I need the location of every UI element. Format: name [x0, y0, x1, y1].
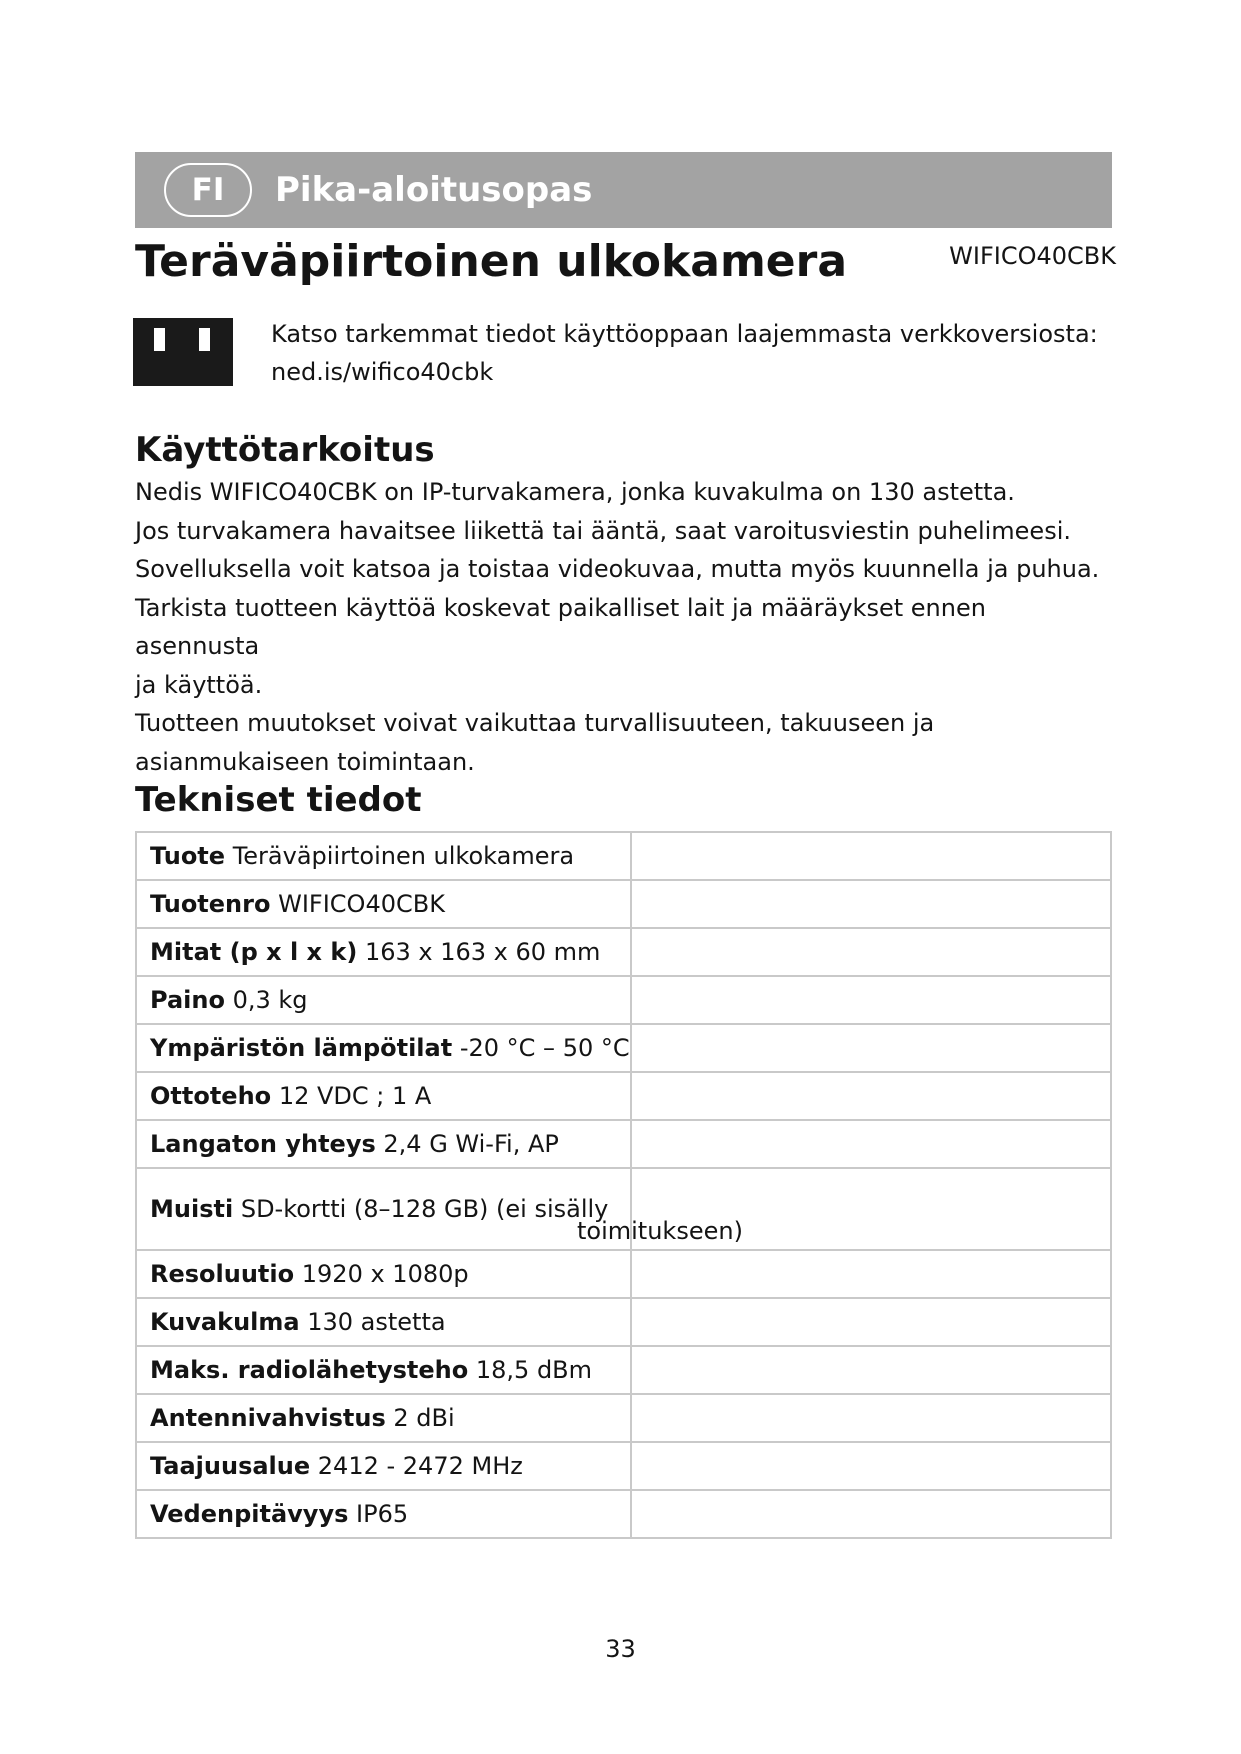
spec-cell — [136, 1120, 631, 1168]
spec-cell — [136, 1024, 631, 1072]
spec-value: 12 VDC ; 1 A — [278, 1082, 432, 1110]
purpose-line: Sovelluksella voit katsoa ja toistaa videokuvaa, mutta myös kuunnella ja puhua. — [135, 555, 1100, 583]
spec-cell — [136, 1346, 631, 1394]
table-row — [136, 1120, 1111, 1168]
spec-empty-cell — [631, 928, 1111, 976]
spec-label: Ottoteho — [150, 1082, 272, 1110]
specs-table — [135, 831, 1112, 1539]
table-row — [136, 1168, 1111, 1250]
spec-value: 130 astetta — [307, 1308, 446, 1336]
spec-value: WIFICO40CBK — [278, 890, 445, 918]
banner-title: Pika-aloitusopas — [275, 170, 593, 210]
table-row — [136, 976, 1111, 1024]
purpose-line: Tuotteen muutokset voivat vaikuttaa turvallisuuteen, takuuseen ja — [135, 709, 935, 737]
table-row — [136, 1442, 1111, 1490]
specs-heading: Tekniset tiedot — [135, 780, 422, 820]
spec-value: 18,5 dBm — [475, 1356, 593, 1384]
spec-empty-cell — [631, 832, 1111, 880]
spec-label: Antennivahvistus — [150, 1404, 386, 1432]
purpose-paragraph — [135, 473, 1115, 781]
spec-label: Muisti — [150, 1195, 234, 1223]
spec-empty-cell — [631, 1442, 1111, 1490]
spec-empty-cell — [631, 1490, 1111, 1538]
spec-label: Langaton yhteys — [150, 1130, 376, 1158]
table-row — [136, 1298, 1111, 1346]
table-row — [136, 880, 1111, 928]
spec-value-continuation: toimitukseen) — [577, 1217, 743, 1245]
purpose-heading: Käyttötarkoitus — [135, 430, 435, 470]
spec-empty-cell — [631, 1298, 1111, 1346]
spec-value: IP65 — [356, 1500, 409, 1528]
spec-value: 2 dBi — [393, 1404, 455, 1432]
spec-label: Tuotenro — [150, 890, 271, 918]
online-manual-text: Katso tarkemmat tiedot käyttöoppaan laajemmasta verkkoversiosta: — [271, 320, 1098, 348]
section-banner — [135, 152, 1112, 228]
purpose-line: ja käyttöä. — [135, 670, 263, 699]
spec-label: Kuvakulma — [150, 1308, 300, 1336]
table-row — [136, 1346, 1111, 1394]
page-number: 33 — [605, 1635, 636, 1663]
spec-cell — [136, 1490, 631, 1538]
spec-empty-cell — [631, 1024, 1111, 1072]
table-row — [136, 1394, 1111, 1442]
spec-label: Paino — [150, 986, 225, 1014]
spec-value: 163 x 163 x 60 mm — [364, 938, 601, 966]
purpose-line: Nedis WIFICO40CBK on IP-turvakamera, jonka kuvakulma on 130 astetta. — [135, 478, 1015, 506]
spec-label: Vedenpitävyys — [150, 1500, 349, 1528]
spec-cell — [136, 1394, 631, 1442]
spec-cell — [136, 832, 631, 880]
spec-value: 2412 - 2472 MHz — [317, 1452, 523, 1480]
spec-label: Maks. radiolähetysteho — [150, 1356, 469, 1384]
manual-book-icon — [133, 318, 233, 386]
table-row — [136, 1024, 1111, 1072]
purpose-line: Jos turvakamera havaitsee liikettä tai ääntä, saat varoitusviestin puhelimeesi. — [135, 516, 1071, 545]
spec-value: SD-kortti (8–128 GB) (ei sisälly — [240, 1195, 609, 1223]
spec-cell — [136, 1442, 631, 1490]
table-row — [136, 832, 1111, 880]
table-row — [136, 928, 1111, 976]
spec-label: Ympäristön lämpötilat — [150, 1034, 453, 1062]
spec-empty-cell — [631, 1250, 1111, 1298]
purpose-line: asianmukaiseen toimintaan. — [135, 747, 475, 776]
spec-empty-cell — [631, 976, 1111, 1024]
spec-empty-cell — [631, 1346, 1111, 1394]
spec-value: -20 °C – 50 °C — [459, 1034, 630, 1062]
product-title: Teräväpiirtoinen ulkokamera — [135, 236, 848, 287]
online-manual-link[interactable]: ned.is/wifico40cbk — [271, 358, 494, 386]
spec-value: 1920 x 1080p — [301, 1260, 469, 1288]
spec-label: Resoluutio — [150, 1260, 295, 1288]
spec-cell — [136, 928, 631, 976]
spec-cell — [136, 976, 631, 1024]
table-row — [136, 1072, 1111, 1120]
spec-cell — [136, 1298, 631, 1346]
spec-label: Tuote — [150, 842, 226, 870]
spec-cell — [136, 1168, 743, 1250]
spec-empty-cell — [631, 1120, 1111, 1168]
table-row — [136, 1250, 1111, 1298]
spec-cell — [136, 880, 631, 928]
spec-label: Taajuusalue — [150, 1452, 311, 1480]
language-badge: FI — [164, 163, 252, 217]
spec-empty-cell — [631, 1072, 1111, 1120]
spec-value: 2,4 G Wi-Fi, AP — [383, 1130, 559, 1158]
product-sku: WIFICO40CBK — [949, 242, 1116, 270]
online-manual-note — [271, 315, 1098, 391]
purpose-line: Tarkista tuotteen käyttöä koskevat paikalliset lait ja määräykset ennen asennusta — [135, 593, 986, 660]
spec-value: 0,3 kg — [232, 986, 308, 1014]
spec-label: Mitat (p x l x k) — [150, 938, 358, 966]
spec-empty-cell — [631, 1394, 1111, 1442]
spec-empty-cell — [631, 880, 1111, 928]
table-row — [136, 1490, 1111, 1538]
spec-cell — [136, 1072, 631, 1120]
spec-cell — [136, 1250, 631, 1298]
spec-value: Teräväpiirtoinen ulkokamera — [232, 842, 575, 870]
